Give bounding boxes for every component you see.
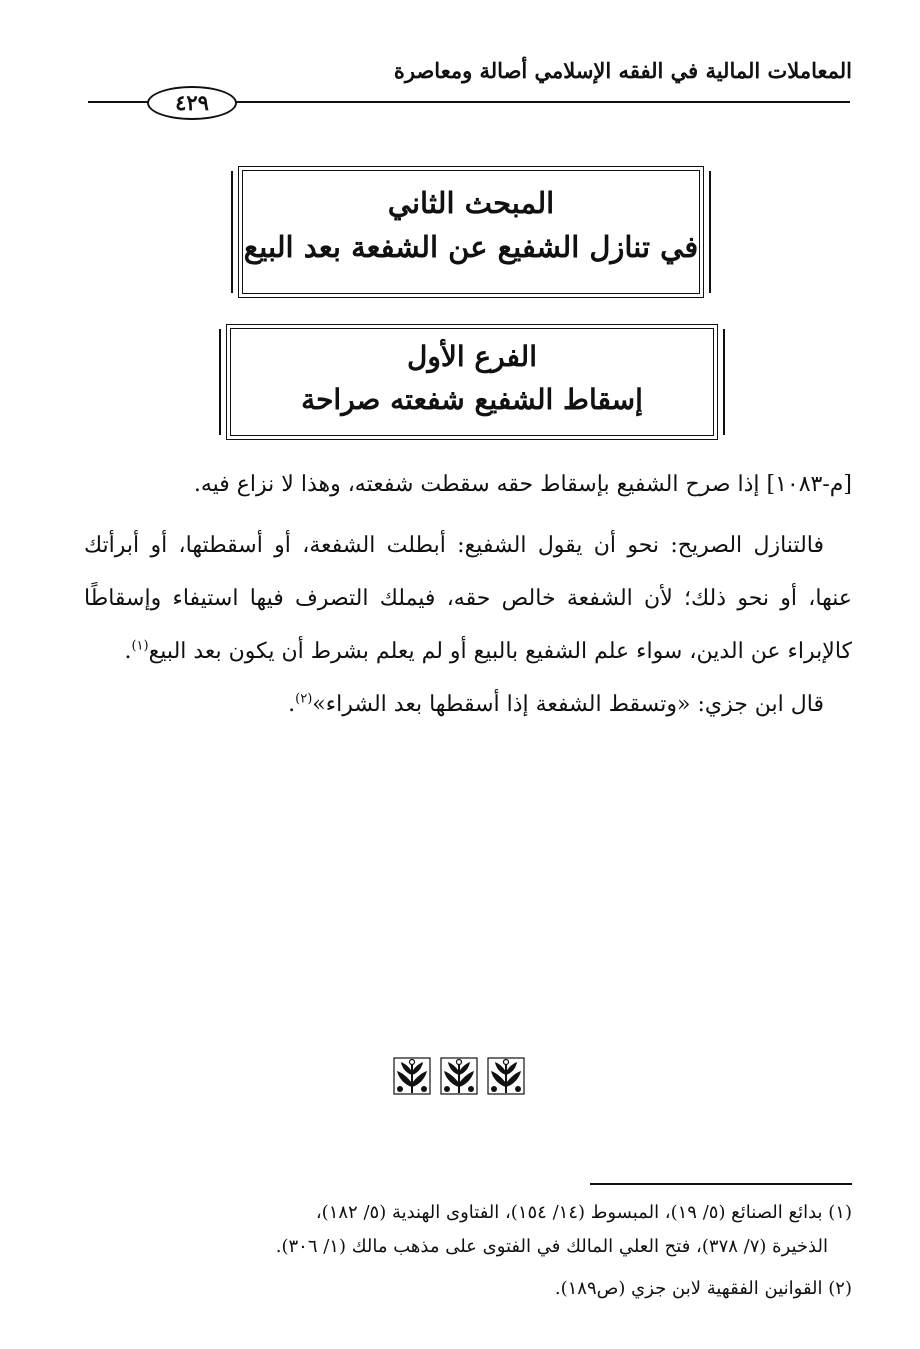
paragraph-2 [84,519,852,678]
footnote-2: (٢) القوانين الفقهية لابن جزي (ص١٨٩). [554,1278,852,1299]
box-side-bar-right [709,171,711,293]
footnote-separator [590,1183,852,1185]
section-title: المبحث الثاني [387,186,555,220]
footnote-ref-1[interactable]: (١) [131,638,149,654]
paragraph-1 [84,458,852,511]
box-side-bar-left [231,171,233,293]
footnote-ref-2[interactable]: (٢) [295,691,313,707]
page-number: ٤٢٩ [147,86,237,120]
branch-heading-box [226,324,718,440]
paragraph-2-end: . [124,639,132,664]
box-side-bar-right [723,329,725,435]
paragraph-3-end: . [288,692,296,717]
section-subtitle: في تنازل الشفيع عن الشفعة بعد البيع [243,230,699,264]
box-side-bar-left [219,329,221,435]
branch-subtitle: إسقاط الشفيع شفعته صراحة [301,383,643,416]
footnote-1-line-2: الذخيرة (٧/ ٣٧٨)، فتح العلي المالك في الفتوى على مذهب مالك (١/ ٣٠٦). [275,1236,828,1257]
paragraph-3-text: قال ابن جزي: «وتسقط الشفعة إذا أسقطها بعد الشراء» [312,692,824,717]
footnote-1-line-1: (١) بدائع الصنائع (٥/ ١٩)، المبسوط (١٤/ ١٥٤)، الفتاوى الهندية (٥/ ١٨٢)، [315,1202,852,1223]
footnotes [84,1196,852,1306]
paragraph-1-text: [م-١٠٨٣] إذا صرح الشفيع بإسقاط حقه سقطت شفعته، وهذا لا نزاع فيه. [193,472,852,497]
branch-title: الفرع الأول [407,340,537,373]
running-title: المعاملات المالية في الفقه الإسلامي أصالة ومعاصرة [393,58,852,83]
floral-ornament-icon [392,1056,526,1096]
section-heading-box [238,166,704,298]
paragraph-2-text: فالتنازل الصريح: نحو أن يقول الشفيع: أبطلت الشفعة، أو أسقطتها، أو أبرأتك عنها، أو نحو ذلك؛ لأن الشفعة خالص حقه، فيملك التصرف فيها استيفاء وإسقاطًا كالإبراء عن الدين، سواء علم الشفيع بالبيع أو لم يعلم بشرط أن يكون بعد البيع [84,533,852,664]
paragraph-3 [84,678,852,731]
body-text [84,458,852,731]
